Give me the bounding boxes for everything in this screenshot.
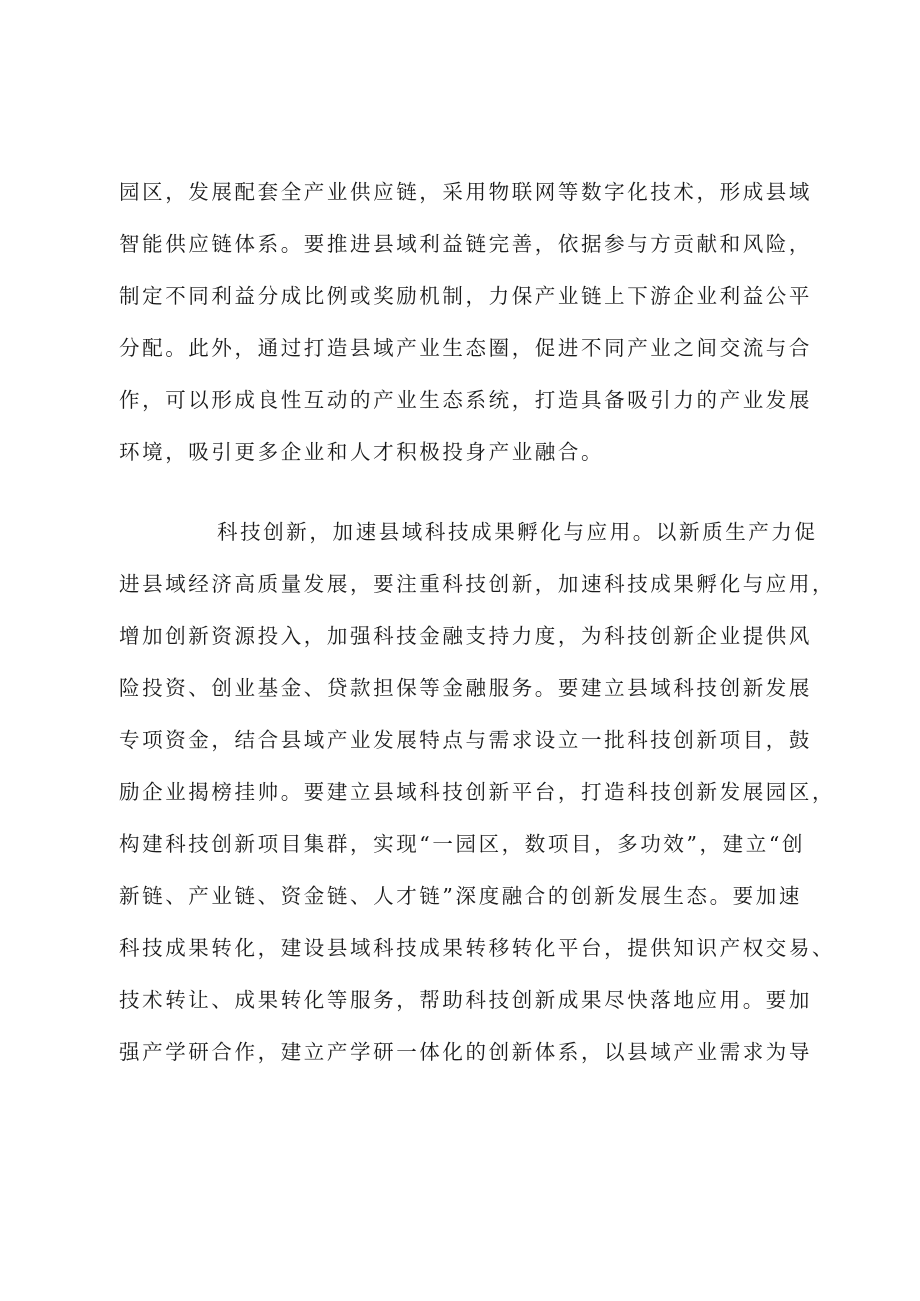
paragraph-line: 专项资金，结合县域产业发展特点与需求设立一批科技创新项目，鼓	[119, 728, 812, 752]
paragraph-line: 励企业揭榜挂帅。要建立县域科技创新平台，打造科技创新发展园区，	[119, 780, 836, 804]
paragraph-line: 分配。此外，通过打造县域产业生态圈，促进不同产业之间交流与合	[119, 336, 812, 360]
paragraph-line: 作，可以形成良性互动的产业生态系统，打造具备吸引力的产业发展	[119, 388, 812, 412]
paragraph-line: 智能供应链体系。要推进县域利益链完善，依据参与方贡献和风险，	[119, 232, 812, 256]
paragraph-line: 园区，发展配套全产业供应链，采用物联网等数字化技术，形成县域	[119, 180, 812, 204]
paragraph-line: 技术转让、成果转化等服务，帮助科技创新成果尽快落地应用。要加	[119, 988, 812, 1012]
paragraph-line: 科技成果转化，建设县域科技成果转移转化平台，提供知识产权交易、	[119, 936, 836, 960]
paragraph-line: 制定不同利益分成比例或奖励机制，力保产业链上下游企业利益公平	[119, 284, 812, 308]
paragraph-line: 强产学研合作，建立产学研一体化的创新体系，以县域产业需求为导	[119, 1040, 812, 1064]
paragraph-line: 增加创新资源投入，加强科技金融支持力度，为科技创新企业提供风	[119, 624, 812, 648]
paragraph-line: 进县域经济高质量发展，要注重科技创新，加速科技成果孵化与应用，	[119, 572, 836, 596]
paragraph-line: 构建科技创新项目集群，实现“一园区，数项目，多功效”，建立“创	[119, 832, 806, 856]
paragraph-line: 新链、产业链、资金链、人才链”深度融合的创新发展生态。要加速	[119, 884, 802, 908]
paragraph-tech-innovation	[119, 506, 836, 1078]
paragraph-line: 险投资、创业基金、贷款担保等金融服务。要建立县域科技创新发展	[119, 676, 812, 700]
paragraph-line: 环境，吸引更多企业和人才积极投身产业融合。	[119, 440, 605, 464]
paragraph-continued	[119, 166, 819, 478]
paragraph-first-line: 科技创新，加速县域科技成果孵化与应用。以新质生产力促	[217, 520, 818, 544]
